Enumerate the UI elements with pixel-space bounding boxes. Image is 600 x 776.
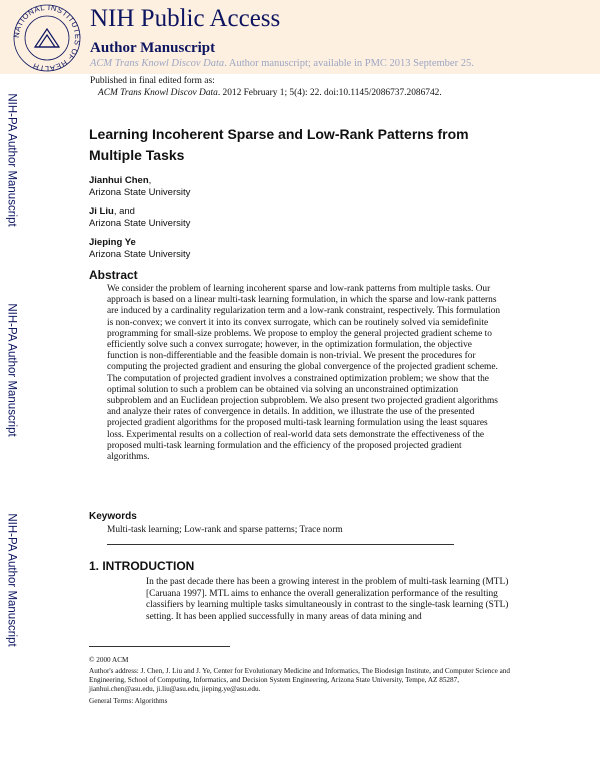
sidebar-label: NIH-PA Author Manuscript — [6, 303, 18, 437]
author-affiliation: Arizona State University — [89, 187, 191, 198]
keywords-heading: Keywords — [89, 511, 137, 522]
author-suffix: , — [148, 175, 152, 186]
author-suffix: , and — [113, 206, 135, 217]
citation — [98, 88, 442, 99]
published-line: Published in final edited form as: — [90, 76, 215, 86]
author-address-note: Author's address: J. Chen, J. Liu and J. Ye, Center for Evolutionary Medicine and Informatics, The Biodesign Institute, and Computer Science and Engineering, School of Computing, Informatics, and Decision System Engineering, Arizona State University, Tempe, AZ 85287, jianhui.chen@asu.edu, ji.liu@asu.edu, jieping.ye@asu.edu. — [89, 667, 510, 693]
manuscript-availability — [90, 59, 474, 70]
nih-seal-icon — [8, 3, 86, 73]
author-block — [89, 237, 190, 261]
author-manuscript-label: Author Manuscript — [90, 40, 216, 56]
paper-title: Learning Incoherent Sparse and Low-Rank Patterns from Multiple Tasks — [89, 126, 469, 163]
author-affiliation: Arizona State University — [89, 249, 191, 260]
nih-banner — [0, 0, 600, 74]
nih-public-access-title: NIH Public Access — [90, 5, 281, 32]
abstract-heading: Abstract — [89, 268, 138, 282]
author-name: Ji Liu — [89, 206, 114, 217]
availability-text: . Author manuscript; available in PMC 2013 September 25. — [224, 58, 474, 69]
keywords-divider — [107, 544, 454, 545]
sidebar-label: NIH-PA Author Manuscript — [6, 513, 18, 647]
intro-text: In the past decade there has been a growing interest in the problem of multi-task learning (MTL) [Caruana 1997]. MTL aims to enhance the overall generalization performance of the resulting classifiers by learning multiple tasks simultaneously in contrast to the single-task learning (STL) setting. It has been applied successfully in many areas of data mining and — [146, 577, 509, 622]
keywords-text: Multi-task learning; Low-rank and sparse patterns; Trace norm — [107, 525, 343, 535]
journal-abbrev: ACM Trans Knowl Discov Data — [90, 58, 225, 69]
general-terms-note: General Terms: Algorithms — [89, 697, 168, 705]
footnote-divider — [89, 646, 230, 647]
author-name: Jieping Ye — [89, 237, 136, 248]
svg-text:NATIONAL INSTITUTES OF HEALTH — [12, 3, 82, 73]
citation-details: . 2012 February 1; 5(4): 22. doi:10.1145/2086737.2086742. — [217, 88, 442, 98]
intro-heading: 1. INTRODUCTION — [89, 559, 195, 573]
author-block — [89, 206, 190, 230]
abstract-text: We consider the problem of learning incoherent sparse and low-rank patterns from multiple tasks. Our approach is based on a linear multi-task learning formulation, in which the sparse and low-rank patterns are induced by a cardinality regularization term and a low-rank constraint, respectively. This formulation is non-convex; we convert it into its convex surrogate, which can be routinely solved via semidefinite programming for small-size problems. We propose to employ the general projected gradient scheme to efficiently solve such a convex surrogate; however, in the optimization formulation, the objective function is non-differentiable and the feasible domain is non-trivial. We present the procedures for computing the projected gradient and ensuring the global convergence of the projected gradient scheme. The computation of projected gradient involves a constrained optimization problem; we show that the optimal solution to such a problem can be obtained via solving an unconstrained optimization subproblem and an Euclidean projection subproblem. We also present two projected gradient algorithms and analyze their rates of convergence in details. In addition, we illustrate the use of the presented projected gradient algorithms for the proposed multi-task learning formulation using the least squares loss. Experimental results on a collection of real-world data sets demonstrate the effectiveness of the proposed multi-task learning formulation and the efficiency of the proposed projected gradient algorithms. — [107, 284, 501, 463]
author-name: Jianhui Chen — [89, 175, 149, 186]
author-affiliation: Arizona State University — [89, 218, 191, 229]
author-block — [89, 175, 190, 199]
sidebar-label: NIH-PA Author Manuscript — [6, 93, 18, 227]
citation-journal: ACM Trans Knowl Discov Data — [98, 88, 218, 98]
copyright-note: © 2000 ACM — [89, 656, 129, 664]
seal-ring-text: NATIONAL INSTITUTES OF HEALTH — [11, 3, 83, 73]
